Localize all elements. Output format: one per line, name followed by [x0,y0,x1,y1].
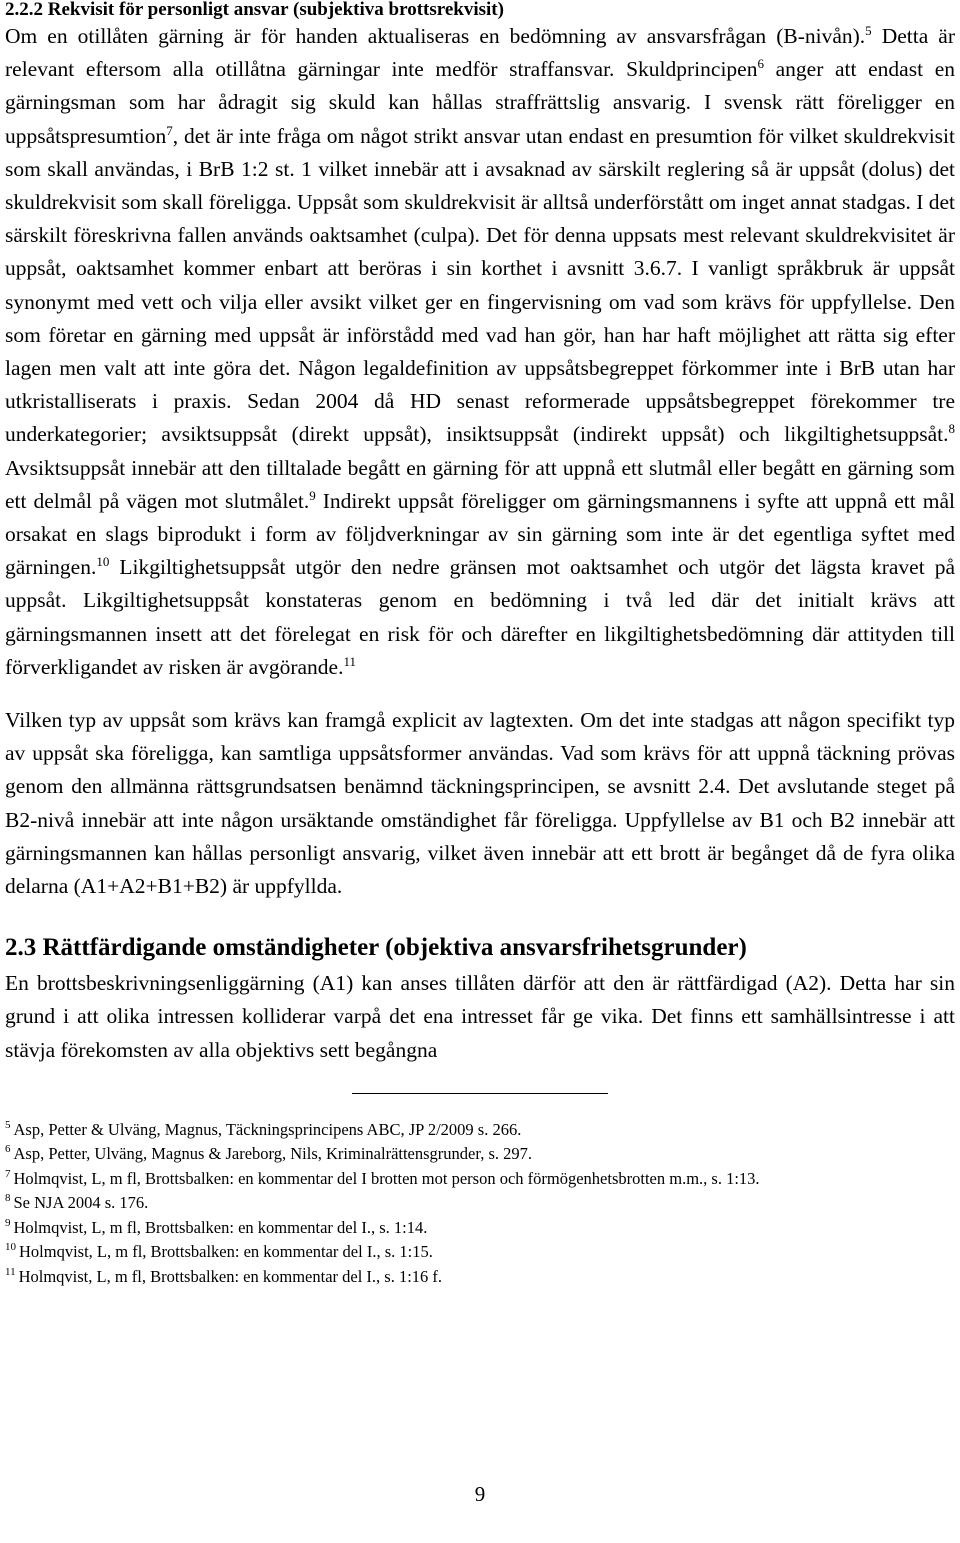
footnote-text: Holmqvist, L, m fl, Brottsbalken: en kommentar del I., s. 1:15. [19,1242,433,1262]
footnote-7 [5,1167,955,1192]
footnote-ref-7[interactable]: 7 [166,122,173,138]
footnote-ref-6[interactable]: 6 [757,56,764,72]
body-paragraph-1 [5,20,955,684]
footnote-number: 8 [5,1192,11,1205]
text-run: , det är inte fråga om något strikt ansvar utan endast en presumtion för vilket skuldrekvisit som skall användas, i BrB 1:2 st. 1 vilket innebär att i avsaknad av särskilt reglering så är uppsåt (dolus) det skuldrekvisit som skall föreligga. Uppsåt som skuldrekvisit är alltså underförstått om inget annat stadgas. I det särskilt föreskrivna fallen används oaktsamhet (culpa). Det för denna uppsats mest relevant skuldrekvisitet är uppsåt, oaktsamhet kommer enbart att beröras i sin korthet i avsnitt 3.6.7. I vanligt språkbruk är uppsåt synonymt med vett och vilja eller avsikt vilket ger en fingervisning om vad som krävs för uppfyllelse. Den som företar en gärning med uppsåt är införstådd med vad han gör, han har haft möjlighet att rätta sig efter lagen men valt att inte göra det. Någon legaldefinition av uppsåtsbegreppet förkommer inte i BrB utan har utkristalliserats i praxis. Sedan 2004 då HD senast reformerade uppsåtsbegreppet förekommer tre underkategorier; avsiktsuppsåt (direkt uppsåt), insiktsuppsåt (indirekt uppsåt) och likgiltighetsuppsåt. [5,123,955,447]
footnote-number: 10 [5,1241,16,1254]
footnote-ref-11[interactable]: 11 [343,653,357,669]
footnote-text: Asp, Petter & Ulväng, Magnus, Täckningsprincipens ABC, JP 2/2009 s. 266. [13,1119,522,1139]
footnote-ref-5[interactable]: 5 [865,23,872,38]
body-paragraph-3: En brottsbeskrivningsenliggärning (A1) kan anses tillåten därför att den är rättfärdigad (A2). Detta har sin grund i att olika intressen kolliderar varpå det ena intresset får ge vika. Det finns ett samhällsintresse i att stävja förekomsten av alla objektivs sett begångna [5,971,955,1062]
footnote-text: Holmqvist, L, m fl, Brottsbalken: en kommentar del I., s. 1:16 f. [18,1266,443,1286]
text-run: anger att endast en gärningsman som har ådragit sig skuld kan hållas straffrättslig ansvarig. I svensk rätt föreligger en uppsåtspresumtion [5,57,956,148]
footnote-text: Holmqvist, L, m fl, Brottsbalken: en kommentar del I brotten mot person och förmögenhetsbrotten m.m., s. 1:13. [13,1168,760,1188]
footnote-5 [5,1118,955,1143]
section-heading-2-3: 2.3 Rättfärdigande omständigheter (objektiva ansvarsfrihetsgrunder) [5,934,747,962]
footnote-8 [5,1191,955,1216]
page-number: 9 [474,1482,486,1506]
text-run: Avsiktsuppsåt innebär att den tilltalade begått en gärning för att uppnå ett slutmål eller begått en gärning som ett delmål på vägen mot slutmålet. [5,455,955,513]
footnote-text: Se NJA 2004 s. 176. [13,1193,149,1213]
footnote-separator [352,1093,608,1094]
footnote-11 [5,1265,955,1290]
footnote-text: Holmqvist, L, m fl, Brottsbalken: en kommentar del I., s. 1:14. [13,1217,428,1237]
section-heading-2-2-2: 2.2.2 Rekvisit för personligt ansvar (subjektiva brottsrekvisit) [5,0,504,20]
footnote-6 [5,1142,955,1167]
footnote-number: 11 [5,1265,16,1278]
footnote-9 [5,1216,955,1241]
paragraph-spacer [5,684,955,704]
footnote-number: 7 [5,1167,11,1180]
section-spacer [5,903,955,931]
document-page [5,0,955,1289]
text-run: Om en otillåten gärning är för handen aktualiseras en bedömning av ansvarsfrågan (B-nivån). [5,24,866,48]
body-paragraph-2: Vilken typ av uppsåt som krävs kan framgå explicit av lagtexten. Om det inte stadgas att någon specifikt typ av uppsåt ska föreligga, kan samtliga uppsåtsformer användas. Vad som krävs för att uppnå täckning prövas genom den allmänna rättsgrundsatsen benämnd täckningsprincipen, se avsnitt 2.4. Det avslutande steget på B2-nivå innebär att inte någon ursäktande omständighet får föreligga. Uppfyllelse av B1 och B2 innebär att gärningsmannen kan hållas personligt ansvarig, vilket även innebär att ett brott är begånget då de fyra olika delarna (A1+A2+B1+B2) är uppfyllda. [5,708,955,899]
footnote-number: 9 [5,1216,11,1229]
text-run: Indirekt uppsåt föreligger om gärningsmannens i syfte att uppnå ett mål orsakat en slags biprodukt i form av följdverkningar av sin gärning som inte är det egentliga syftet med gärningen. [5,488,955,580]
footnotes [5,1118,955,1290]
footnote-10 [5,1240,955,1265]
footnote-ref-8[interactable]: 8 [948,421,955,437]
text-run: Detta är relevant eftersom alla otillåtna gärningar inte medför straffansvar. Skuldprincipen [5,24,955,82]
footnote-number: 6 [5,1143,11,1156]
footnote-text: Asp, Petter, Ulväng, Magnus & Jareborg, Nils, Kriminalrättensgrunder, s. 297. [13,1144,533,1164]
footnote-ref-10[interactable]: 10 [96,554,110,570]
text-run: Likgiltighetsuppsåt utgör den nedre gränsen mot oaktsamhet och utgör det lägsta kravet på uppsåt. Likgiltighetsuppsåt konstateras genom en bedömning i två led där det initialt krävs att gärningsmannen insett att det förelegat en risk för och därefter en likgiltighetsbedömning där attityden till förverkligandet av risken är avgörande. [5,555,955,679]
footnote-number: 5 [5,1118,11,1131]
footnote-ref-9[interactable]: 9 [309,487,316,503]
